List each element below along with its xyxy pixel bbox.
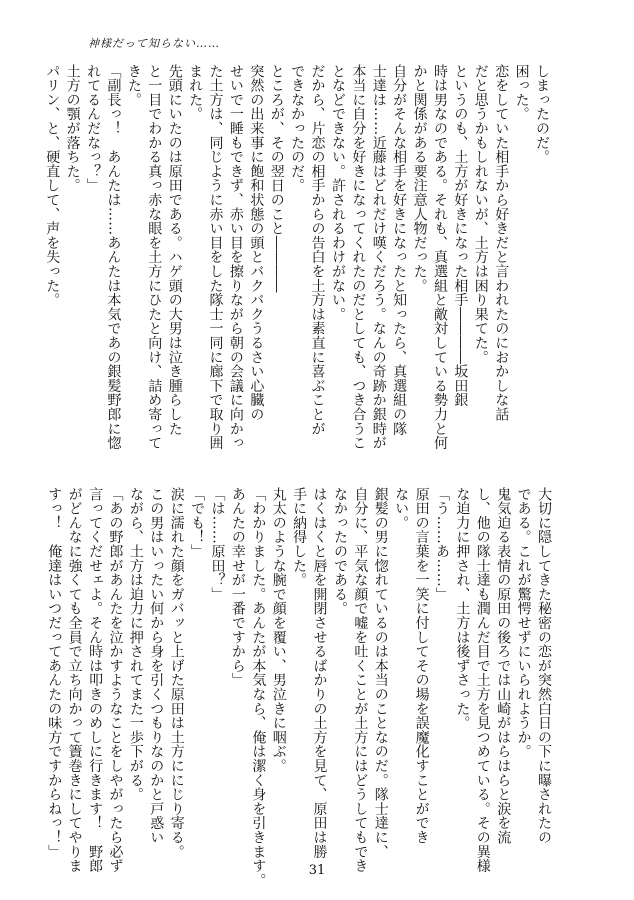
- text-line: である。これが驚愕せずにいられようか。: [515, 487, 532, 759]
- text-line: 言ってくだせェよ。そん時は叩きのめしに行きます！ 野郎: [87, 487, 104, 874]
- text-line: すっ！ 俺達はいつだってあんたの味方ですからねっ！」: [46, 487, 63, 859]
- text-line: この男はいったい何から身を引くつもりなのかと戸惑い: [148, 487, 165, 845]
- text-line: だと思うかもしれないが、土方は困り果てた。: [472, 64, 489, 365]
- text-line: 土方の顎が落ちた。: [64, 64, 81, 193]
- text-line: 「わかりました。あんたが本気なら、俺は潔く身を引きます。: [250, 487, 267, 888]
- text-line: れてるんだなっ？」: [85, 64, 102, 193]
- text-line: 自分がそんな相手を好きになったと知ったら、真選組の隊: [391, 64, 408, 436]
- text-line: あんたの幸せが一番ですから」: [229, 487, 246, 688]
- text-line: 時は男なのである。それも、真選組と敵対している勢力と何: [431, 64, 448, 451]
- text-line: 本当に自分を好きになってくれたのだとしても、つき合うこ: [350, 64, 367, 451]
- text-line: 恋をしていた相手から好きだと言われたのにおかしな話: [493, 64, 510, 422]
- text-line: 自分に、平気な顔で嘘を吐くことが土方にはどうしてもでき: [352, 487, 369, 874]
- text-line: せいで一睡もできず、赤い目を擦りながら朝の会議に向かっ: [227, 64, 244, 451]
- text-line: 「う……あ……」: [433, 487, 450, 602]
- text-line: ない。: [393, 487, 410, 530]
- text-line: 手に納得した。: [291, 487, 308, 588]
- text-line: 鬼気迫る表情の原田の後ろでは山崎がはらはらと涙を流: [495, 487, 512, 845]
- text-line: 突然の出来事に飽和状態の頭とバクバクうるさい心臓の: [248, 64, 265, 422]
- text-line: パリン、と、硬直して、声を失った。: [44, 64, 61, 308]
- text-line: ところが、その翌日のこと――――: [268, 64, 285, 293]
- text-line: 涙に濡れた顔をガバッと上げた原田は土方ににじり寄る。: [168, 487, 185, 859]
- text-line: きた。: [125, 64, 142, 107]
- text-line: かと関係がある要注意人物だった。: [411, 64, 428, 293]
- text-line: まれた。: [187, 64, 204, 122]
- text-line: 銀髪の男に惚れているのは本当のことなのだ。隊士達に、: [372, 487, 389, 859]
- text-line: がどんなに強くても全員で立ち向かって簀巻きにしてやりま: [66, 487, 83, 874]
- text-line: となどできない。許されるわけがない。: [329, 64, 346, 322]
- upper-text-block: [42, 64, 552, 474]
- text-line: 「副長っ！ あんたは……あんたは本気であの銀髪野郎に惚: [105, 64, 122, 451]
- text-line: な迫力に押され、土方は後ずさった。: [454, 487, 471, 731]
- text-line: 丸太のような腕で顔を覆い、男泣きに咽ぶ。: [270, 487, 287, 773]
- text-line: しまったのだ。: [534, 64, 550, 165]
- text-line: 「あの野郎があんたを泣かすようなことをしやがったら必ず: [107, 487, 124, 874]
- page-number: 31: [308, 863, 326, 878]
- text-line: 困った。: [513, 64, 530, 122]
- text-line: た土方は、同じように赤い目をした隊士一同に廊下で取り囲: [207, 64, 224, 451]
- text-line: し、他の隊士達も潤んだ目で土方を見つめている。その異様: [474, 487, 491, 874]
- text-line: というのも、土方が好きになった相手――――坂田銀: [452, 64, 469, 408]
- text-line: 先頭にいたのは原田である。ハゲ頭の大男は泣き腫らした: [166, 64, 183, 436]
- text-line: なかったのである。: [331, 487, 348, 616]
- text-line: と一目でわかる真っ赤な眼を土方にひたと向け、詰め寄って: [146, 64, 163, 451]
- text-line: 大切に隠してきた秘密の恋が突然白日の下に曝されたの: [536, 487, 552, 845]
- text-line: はくはくと唇を開閉させるばかりの土方を見て、原田は勝: [311, 487, 328, 859]
- text-line: だから、片恋の相手からの告白を土方は素直に喜ぶことが: [309, 64, 326, 436]
- text-line: 「でも！」: [189, 487, 206, 559]
- text-line: 士達は……近藤はどれだけ嘆くだろう。なんの奇跡か銀時が: [370, 64, 387, 451]
- text-line: 「は……原田？」: [209, 487, 226, 602]
- running-title: 神様だって知らない……: [88, 37, 220, 50]
- text-line: ながら、土方は迫力に押されてまた一歩下がる。: [127, 487, 144, 802]
- text-line: できなかったのだ。: [289, 64, 306, 193]
- text-line: 原田の言葉を一笑に付してその場を誤魔化すことができ: [413, 487, 430, 845]
